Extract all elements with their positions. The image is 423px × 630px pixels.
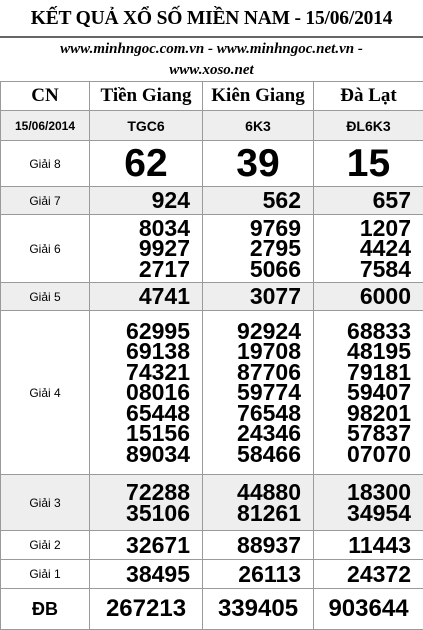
result-cell [203,141,314,187]
result-number: 562 [203,190,301,211]
result-number: 79181 [314,362,411,383]
result-number: 38495 [90,564,190,585]
result-number: 267213 [90,599,202,620]
result-cell [203,475,314,531]
result-number: 5066 [203,259,301,280]
result-number: 1207 [314,218,411,239]
result-number: 62 [90,144,202,184]
result-cell [203,187,314,215]
result-number: 44880 [203,482,301,503]
result-cell [203,560,314,589]
result-cell [314,215,423,283]
result-number: 6000 [314,286,411,307]
result-number: 92924 [203,321,301,342]
province-header[interactable]: Kiên Giang [203,82,314,111]
result-cell [314,187,423,215]
prize-label: Giải 3 [1,475,90,531]
prize-rows [1,141,423,630]
result-cell [90,531,203,560]
prize-label: ĐB [1,589,90,630]
result-cell [314,141,423,187]
result-number: 15 [314,144,423,184]
result-cell [90,187,203,215]
result-cell [314,531,423,560]
result-number: 4424 [314,238,411,259]
result-cell [90,141,203,187]
result-number: 69138 [90,341,190,362]
result-number: 08016 [90,382,190,403]
result-number: 7584 [314,259,411,280]
result-cell [314,283,423,311]
result-number: 87706 [203,362,301,383]
prize-row [1,589,423,630]
result-number: 39 [203,144,313,184]
prize-row [1,215,423,283]
result-cell [90,283,203,311]
result-number: 58466 [203,444,301,465]
result-cell [90,475,203,531]
result-cell [203,311,314,475]
result-number: 24372 [314,564,411,585]
prize-label: Giải 1 [1,560,90,589]
result-number: 59774 [203,382,301,403]
result-cell [203,283,314,311]
result-cell [203,589,314,630]
result-number: 8034 [90,218,190,239]
result-number: 34954 [314,503,411,524]
result-number: 35106 [90,503,190,524]
websites-line-2[interactable]: www.xoso.net [0,60,423,81]
result-number: 76548 [203,403,301,424]
prize-label: Giải 4 [1,311,90,475]
result-cell [203,215,314,283]
result-number: 3077 [203,286,301,307]
result-number: 19708 [203,341,301,362]
result-cell [90,215,203,283]
result-cell [314,311,423,475]
result-cell [90,560,203,589]
ticket-code: ĐL6K3 [314,111,423,141]
result-cell [90,589,203,630]
header-row [1,82,423,111]
result-cell [203,531,314,560]
result-cell [90,311,203,475]
result-number: 26113 [203,564,301,585]
result-cell [314,589,423,630]
result-number: 18300 [314,482,411,503]
prize-label: Giải 6 [1,215,90,283]
result-number: 89034 [90,444,190,465]
result-number: 924 [90,190,190,211]
prize-row [1,187,423,215]
result-number: 81261 [203,503,301,524]
prize-row [1,311,423,475]
prize-row [1,475,423,531]
result-number: 59407 [314,382,411,403]
result-number: 98201 [314,403,411,424]
prize-label: Giải 5 [1,283,90,311]
result-number: 15156 [90,423,190,444]
result-number: 65448 [90,403,190,424]
results-table [0,81,423,630]
result-number: 88937 [203,535,301,556]
result-number: 4741 [90,286,190,307]
result-cell [314,560,423,589]
prize-row [1,560,423,589]
result-number: 24346 [203,423,301,444]
result-number: 9927 [90,238,190,259]
result-number: 62995 [90,321,190,342]
result-number: 57837 [314,423,411,444]
prize-row [1,283,423,311]
draw-date: 15/06/2014 [1,111,90,141]
ticket-code: 6K3 [203,111,314,141]
prize-row [1,531,423,560]
result-number: 68833 [314,321,411,342]
province-header[interactable]: Tiền Giang [90,82,203,111]
prize-row [1,141,423,187]
result-number: 72288 [90,482,190,503]
result-number: 48195 [314,341,411,362]
result-number: 657 [314,190,411,211]
result-cell [314,475,423,531]
date-row [1,111,423,141]
result-number: 9769 [203,218,301,239]
websites-text [0,38,423,81]
result-number: 2717 [90,259,190,280]
result-number: 11443 [314,535,411,556]
prize-label: Giải 2 [1,531,90,560]
result-number: 339405 [203,599,313,620]
result-number: 2795 [203,238,301,259]
page-title: KẾT QUẢ XỔ SỐ MIỀN NAM - 15/06/2014 [0,0,423,38]
province-header[interactable]: Đà Lạt [314,82,423,111]
day-header: CN [1,82,90,111]
websites-line-1[interactable]: www.minhngoc.com.vn - www.minhngoc.net.vn - [0,39,423,60]
prize-label: Giải 8 [1,141,90,187]
result-number: 74321 [90,362,190,383]
result-number: 07070 [314,444,411,465]
result-number: 32671 [90,535,190,556]
ticket-code: TGC6 [90,111,203,141]
result-number: 903644 [314,599,423,620]
prize-label: Giải 7 [1,187,90,215]
